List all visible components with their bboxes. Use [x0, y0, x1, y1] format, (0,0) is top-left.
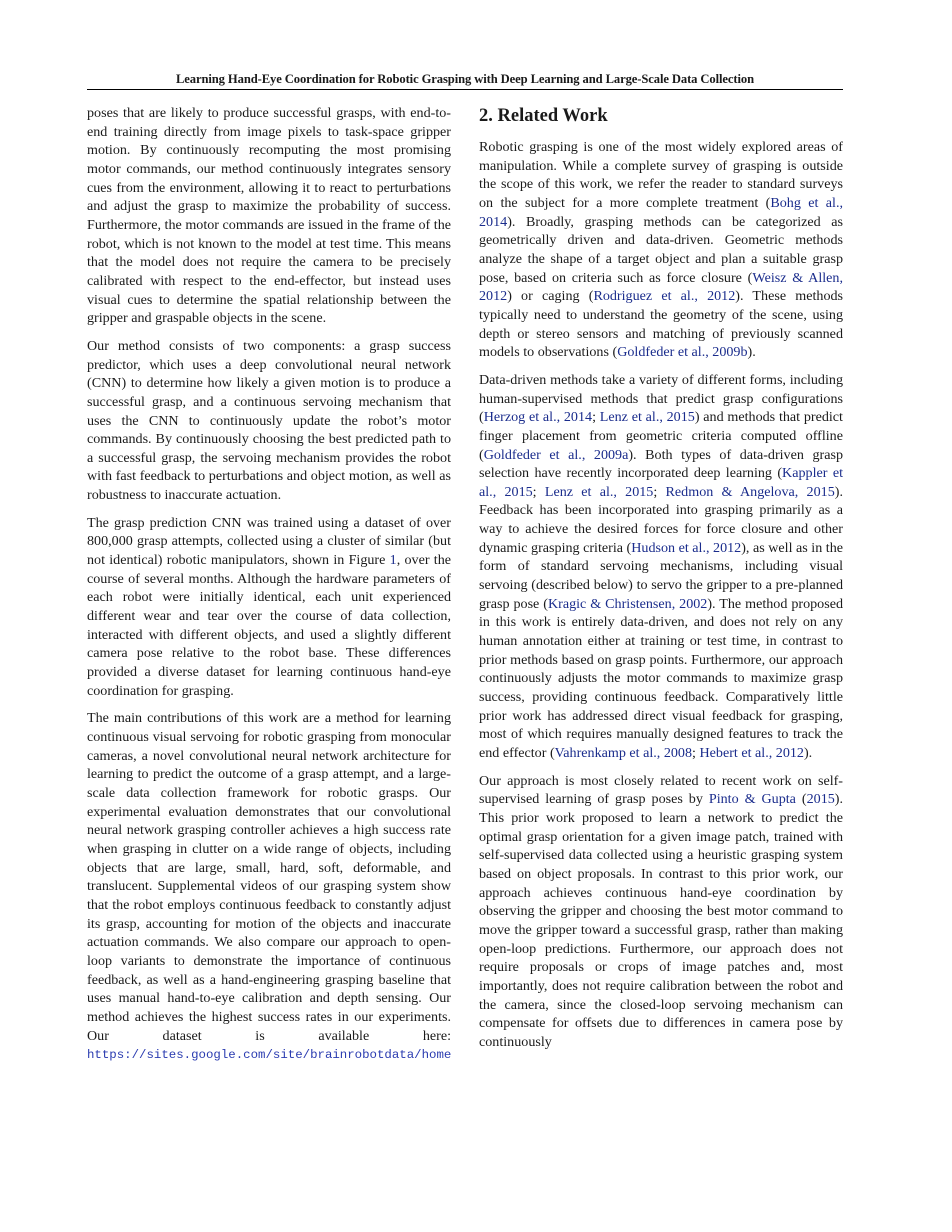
citation-link[interactable]: Herzog et al., 2014 [483, 409, 593, 426]
paragraph-text: ), as well as in the form of standard servoing mechanisms, including visual servoing (described below) to servo the gripper to a pre-planned grasp pose ( [479, 539, 843, 612]
paragraph-text: ). The method proposed in this work is entirely data-driven, and does not rely on any human annotation either at training or test time, in contrast to prior methods based on grasp points. Furthermore, our approach continuously adjusts the motor commands to maximize grasp success, providing continuous feedback. Comparatively little prior work has addressed direct visual feedback for grasping, most of which requires manually designed features to track the end effector ( [479, 595, 844, 761]
paragraph [87, 337, 451, 505]
dataset-url-link[interactable]: https://sites.google.com/site/brainrobotdata/home [87, 1048, 452, 1063]
paragraph [479, 371, 843, 763]
citation-link[interactable]: Vahrenkamp et al., 2008 [554, 745, 693, 761]
paragraph-text: ; [532, 483, 545, 500]
citation-link[interactable]: Pinto & Gupta [708, 791, 796, 808]
citation-link[interactable]: Lenz et al., 2015 [544, 483, 654, 500]
citation-link[interactable]: Weisz & Allen, 2012 [479, 269, 844, 305]
paragraph [87, 104, 451, 328]
paragraph-text: , over the course of several months. Although the hardware parameters of each robot were initially identical, each unit experienced different wear and tear over the course of data collection, interacted with different objects, and used a slightly different camera pose relative to the robot base. These differences provided a diverse dataset for learning continuous hand-eye coordination for grasping. [87, 552, 451, 699]
paragraph-text: ). Broadly, grasping methods can be categorized as geometrically driven and data-driven. Geometric methods analyze the shape of a target object and plan a suitable grasp pose, based on criteria such as force closure ( [479, 213, 843, 286]
citation-link[interactable]: Goldfeder et al., 2009a [483, 446, 629, 463]
citation-link[interactable]: Rodriguez et al., 2012 [593, 288, 736, 305]
right-column [479, 104, 843, 1061]
citation-link[interactable]: 2015 [806, 791, 835, 808]
paragraph-text: ). Both types of data-driven grasp selection have recently incorporated deep learning ( [479, 446, 843, 482]
paragraph-text: ). [747, 344, 756, 361]
citation-link[interactable]: Hebert et al., 2012 [699, 745, 804, 761]
left-column [87, 104, 451, 1074]
paragraph-text: ). [803, 745, 813, 761]
paragraph-text: ). This prior work proposed to learn a network to predict the optimal grasp orientation for a given image patch, trained with self-supervised data collected using a heuristic grasping system based on object proposals. In contrast to this prior work, our approach achieves continuous hand-eye coordination by observing the gripper and choosing the best motor command to move the gripper toward a successful grasp, rather than making open-loop predictions. Furthermore, our approach does not require proposals or crops of image patches and, most importantly, does not require calibration between the robot and the camera, since the closed-loop servoing mechanism can compensate for offsets due to differences in camera pose by continuously [479, 791, 843, 1050]
related-work-body [479, 138, 843, 1052]
paragraph-text: The grasp prediction CNN was trained using a dataset of over 800,000 grasp attempts, collected using a cluster of similar (but not identical) robotic manipulators, shown in Figure [87, 514, 451, 569]
citation-link[interactable]: Goldfeder et al., 2009b [617, 344, 748, 361]
paragraph-text: The main contributions of this work are a method for learning continuous visual servoing for robotic grasping from monocular cameras, a novel convolutional neural network architecture for learning to predict the outcome of a grasp attempt, and a large-scale data collection framework for robotic grasps. Our experimental evaluation demonstrates that our convolutional neural network grasping controller achieves a high success rate when grasping in clutter on a wide range of objects, including objects that are large, small, hard, soft, deformable, and translucent. Supplemental videos of our grasping system show that the robot employs continuous feedback to constantly adjust its grasp, accounting for motion of the objects and inaccurate actuation commands. We also compare our approach to open-loop variants to demonstrate the importance of continuous feedback, as well as a hand-engineering grasping baseline that uses manual hand-to-eye calibration and depth sensing. Our method achieves the highest success rates in our experiments. Our dataset is available here: [87, 710, 451, 1044]
citation-link[interactable]: Redmon & Angelova, 2015 [665, 483, 835, 500]
paragraph-text: Our method consists of two components: a grasp success predictor, which uses a deep convolutional neural network (CNN) to determine how likely a given motion is to produce a successful grasp, and a continuous servoing mechanism that uses the CNN to continuously update the robot’s motor commands. By continuously choosing the best predicted path to a successful grasp, the servoing mechanism provides the robot with fast feedback to perturbations and object motion, as well as robustness to inaccurate actuation. [87, 337, 451, 504]
paragraph [87, 514, 451, 701]
citation-link[interactable]: Hudson et al., 2012 [631, 539, 742, 556]
paragraph-text: Our approach is most closely related to recent work on self-supervised learning of grasp poses by [479, 772, 843, 808]
paragraph-text: Robotic grasping is one of the most widely explored areas of manipulation. While a complete survey of grasping is outside the scope of this work, we refer the reader to standard surveys on the subject for a more complete treatment ( [479, 139, 843, 211]
citation-link[interactable]: Kragic & Christensen, 2002 [547, 595, 708, 612]
citation-link[interactable]: Bohg et al., 2014 [479, 194, 843, 230]
paragraph-text: ). These methods typically need to understand the geometry of the scene, using depth or stereo sensors and matching of previously scanned models to observations ( [479, 288, 844, 361]
paragraph-text: poses that are likely to produce successful grasps, with end-to-end training directly from image pixels to task-space gripper motion. By continuously recomputing the most promising motor commands, our method continuously integrates sensory cues from the environment, allowing it to react to perturbations and adjust the grasp to maximize the probability of success. Furthermore, the motor commands are issued in the frame of the robot, which is not known to the model at test time. This means that the model does not require the camera to be precisely calibrated with respect to the end-effector, but instead uses visual cues to determine the spatial relationship between the gripper and graspable objects in the scene. [87, 105, 451, 327]
citation-link[interactable]: Kappler et al., 2015 [479, 465, 843, 500]
paragraph-text: ) or caging ( [507, 288, 594, 305]
paragraph [87, 709, 451, 1064]
paragraph-text: ; [592, 409, 600, 426]
running-header: Learning Hand-Eye Coordination for Robotic Grasping with Deep Learning and Large-Scale Data Collection [176, 72, 754, 86]
paragraph-text: Data-driven methods take a variety of different forms, including human-supervised methods that predict grasp configurations ( [479, 371, 843, 426]
section-title: 2. Related Work [479, 106, 608, 126]
paragraph-text: ). Feedback has been incorporated into grasping primarily as a way to achieve the desired forces for force closure and other dynamic grasping criteria ( [479, 483, 843, 556]
paragraph-text: ) and methods that predict finger placement from geometric criteria computed offline ( [479, 409, 843, 463]
paragraph-text: ( [795, 791, 807, 808]
paragraph [479, 772, 843, 1052]
paragraph-text: ; [692, 745, 700, 761]
paragraph-text: ; [653, 483, 666, 500]
citation-link[interactable]: Lenz et al., 2015 [599, 409, 695, 426]
paragraph [479, 138, 843, 362]
header-rule [87, 89, 843, 90]
citation-link[interactable]: 1 [389, 552, 397, 569]
